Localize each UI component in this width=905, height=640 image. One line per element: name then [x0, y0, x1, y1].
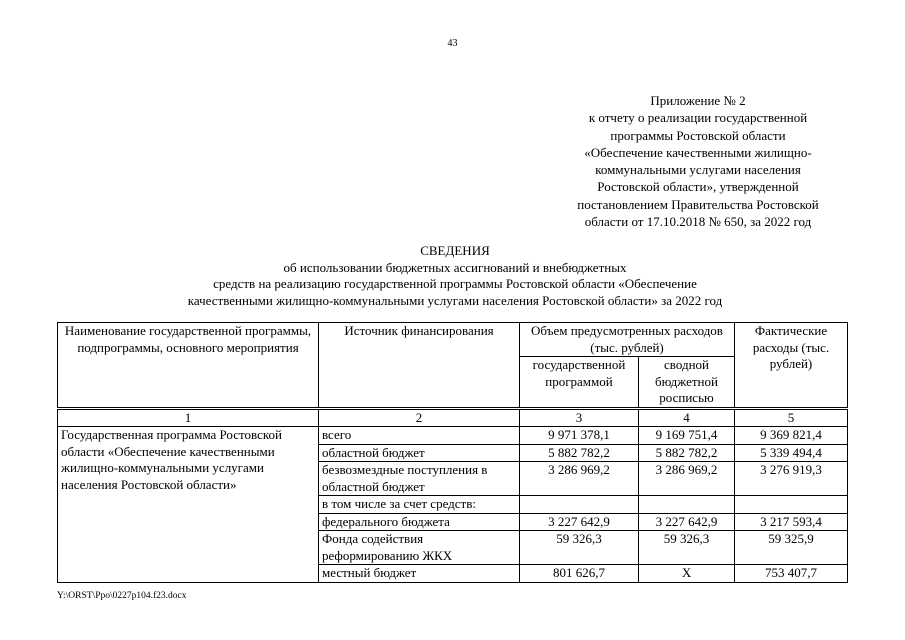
header-actual-expenses: Фактические расходы (тыс. рублей) [735, 323, 848, 409]
value-cell: 3 227 642,9 [520, 513, 639, 531]
table-header-row [58, 323, 848, 357]
header-budget-list: сводной бюджетной росписью [639, 357, 735, 409]
value-cell: 801 626,7 [520, 565, 639, 583]
header-source: Источник финансирования [319, 323, 520, 409]
appendix-block [548, 92, 848, 230]
heading-line: качественными жилищно-коммунальными услугами населения Ростовской области» за 2022 год [187, 292, 723, 308]
value-cell: 5 339 494,4 [735, 444, 848, 462]
column-number: 1 [58, 408, 319, 427]
table-row [58, 427, 848, 445]
source-cell: федерального бюджета [319, 513, 520, 531]
heading-line: об использовании бюджетных ассигнований и внебюджетных [283, 259, 627, 275]
column-number-row [58, 408, 848, 427]
value-cell: 9 169 751,4 [639, 427, 735, 445]
header-state-program: государственной программой [520, 357, 639, 409]
appendix-line: к отчету о реализации государственной [588, 110, 808, 126]
source-cell: в том числе за счет средств: [319, 496, 520, 514]
header-program-name: Наименование государственной программы, подпрограммы, основного мероприятия [58, 323, 319, 409]
value-cell: X [639, 565, 735, 583]
file-path-footer: Y:\ORST\Ppo\0227p104.f23.docx [57, 591, 187, 601]
appendix-line: коммунальными услугами населения [595, 162, 801, 178]
value-cell: 3 286 969,2 [520, 462, 639, 496]
appendix-line: «Обеспечение качественными жилищно- [584, 144, 812, 160]
program-name-cell: Государственная программа Ростовской области «Обеспечение качественными жилищно-коммунальными услугами населения Ростовской области» [58, 427, 319, 583]
source-cell: безвозмездные поступления в областной бюджет [319, 462, 520, 496]
value-cell: 5 882 782,2 [639, 444, 735, 462]
value-cell: 59 326,3 [520, 531, 639, 565]
source-cell: Фонда содействия реформированию ЖКХ [319, 531, 520, 565]
value-cell: 5 882 782,2 [520, 444, 639, 462]
value-cell: 3 286 969,2 [639, 462, 735, 496]
value-cell: 9 369 821,4 [735, 427, 848, 445]
source-cell: областной бюджет [319, 444, 520, 462]
column-number: 5 [735, 408, 848, 427]
value-cell [735, 496, 848, 514]
heading-line: средств на реализацию государственной программы Ростовской области «Обеспечение [213, 276, 697, 291]
appendix-line: области от 17.10.2018 № 650, за 2022 год [584, 214, 812, 230]
value-cell: 59 326,3 [639, 531, 735, 565]
value-cell: 9 971 378,1 [520, 427, 639, 445]
column-number: 2 [319, 408, 520, 427]
appendix-line: программы Ростовской области [610, 127, 786, 143]
budget-table [57, 322, 848, 583]
value-cell: 3 217 593,4 [735, 513, 848, 531]
appendix-line: постановлением Правительства Ростовской [577, 196, 819, 212]
value-cell: 59 325,9 [735, 531, 848, 565]
header-planned-expenses: Объем предусмотренных расходов (тыс. рублей) [520, 323, 735, 357]
source-cell: всего [319, 427, 520, 445]
page-number: 43 [447, 38, 458, 49]
value-cell [520, 496, 639, 514]
document-title: СВЕДЕНИЯ [420, 243, 490, 258]
value-cell [639, 496, 735, 514]
value-cell: 3 276 919,3 [735, 462, 848, 496]
source-cell: местный бюджет [319, 565, 520, 583]
appendix-line: Приложение № 2 [650, 93, 746, 108]
column-number: 4 [639, 408, 735, 427]
appendix-line: Ростовской области», утвержденной [597, 179, 799, 195]
value-cell: 753 407,7 [735, 565, 848, 583]
value-cell: 3 227 642,9 [639, 513, 735, 531]
document-heading [80, 243, 830, 309]
column-number: 3 [520, 408, 639, 427]
